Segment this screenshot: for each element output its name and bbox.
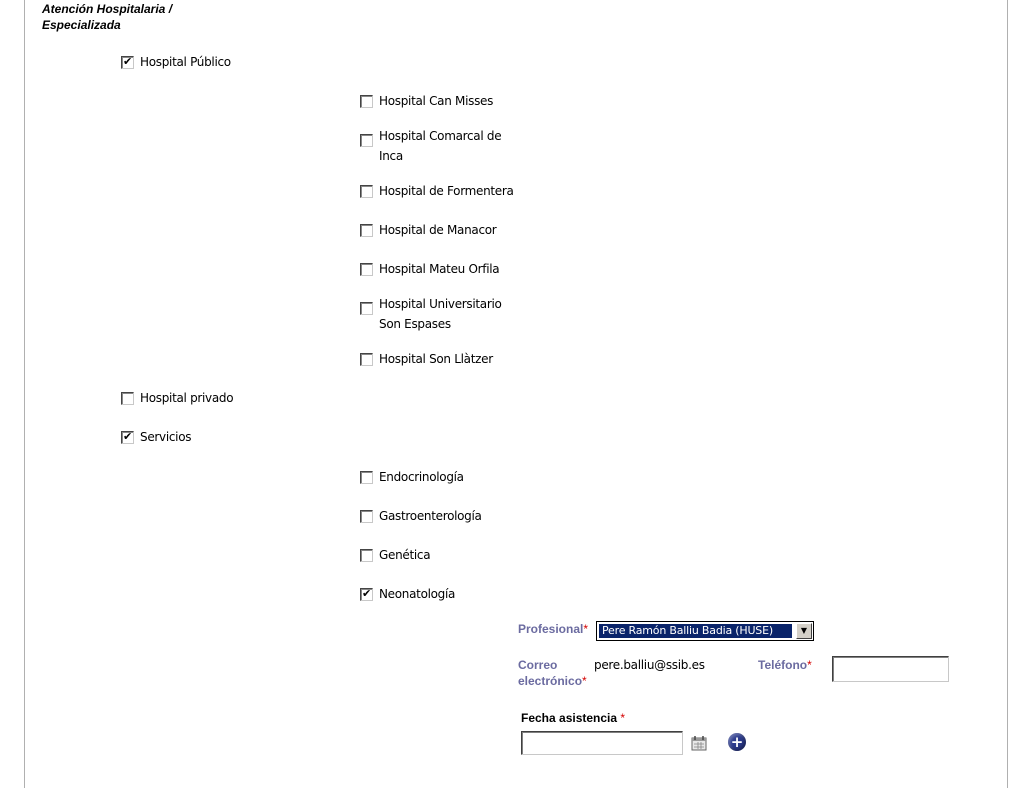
checkbox-hospital-comarcal-inca[interactable] [360,126,509,166]
profesional-label-text: Profesional [518,622,584,636]
checkbox-label: Genética [379,548,431,562]
checkbox-hospital-son-llatzer[interactable] [360,349,493,369]
checkbox-endocrinologia[interactable] [360,467,464,487]
checkbox-box[interactable] [360,95,373,108]
checkbox-neonatologia[interactable] [360,584,455,604]
checkbox-box[interactable] [360,471,373,484]
correo-label-line1: Correo [518,658,558,672]
checkbox-hospital-son-espases[interactable] [360,294,509,334]
required-mark: * [582,674,587,688]
email-value: pere.balliu@ssib.es [594,658,705,672]
checkbox-hospital-can-misses[interactable] [360,91,493,111]
checkbox-label: Hospital de Formentera [379,184,514,198]
checkbox-label: Hospital Comarcal de Inca [379,129,502,163]
checkbox-box[interactable] [360,353,373,366]
checkbox-label: Hospital Público [140,55,231,69]
checkbox-hospital-privado[interactable] [121,388,233,408]
profesional-select-value: Pere Ramón Balliu Badia (HUSE) [599,624,792,638]
checkbox-label: Hospital Can Misses [379,94,494,108]
checkbox-label: Hospital Son Llàtzer [379,352,493,366]
required-mark: * [807,658,812,672]
checkbox-hospital-formentera[interactable] [360,181,514,201]
profesional-label [518,621,588,637]
checkbox-box[interactable] [360,510,373,523]
checkbox-genetica[interactable] [360,545,430,565]
telefono-label [758,657,812,673]
fecha-label [521,711,625,725]
chevron-down-icon[interactable]: ▼ [796,623,812,639]
checkbox-box[interactable] [121,56,134,69]
checkbox-box[interactable] [121,392,134,405]
correo-label-line2: electrónico [518,674,583,688]
required-mark: * [620,711,626,725]
checkbox-box[interactable] [360,549,373,562]
checkbox-hospital-mateu-orfila[interactable] [360,259,499,279]
fecha-label-text: Fecha asistencia [521,711,618,725]
telefono-label-text: Teléfono [758,658,808,672]
checkbox-label: Hospital Mateu Orfila [379,262,500,276]
checkbox-label: Hospital Universitario Son Espases [379,297,502,331]
checkbox-label: Endocrinología [379,470,464,484]
checkbox-hospital-publico[interactable] [121,52,231,72]
checkbox-box[interactable] [360,302,373,315]
fecha-input[interactable] [521,731,683,755]
checkbox-box[interactable] [121,431,134,444]
checkbox-box[interactable] [360,588,373,601]
profesional-select[interactable] [596,621,814,641]
section-title: Atención Hospitalaria / Especializada [42,2,173,32]
checkbox-box[interactable] [360,224,373,237]
checkbox-gastroenterologia[interactable] [360,506,482,526]
checkbox-box[interactable] [360,185,373,198]
correo-label [518,657,587,689]
telefono-input[interactable] [832,656,949,682]
checkbox-label: Neonatología [379,587,456,601]
checkbox-box[interactable] [360,134,373,147]
checkbox-box[interactable] [360,263,373,276]
calendar-icon[interactable] [690,734,708,752]
checkbox-label: Servicios [140,430,192,444]
checkbox-label: Hospital privado [140,391,234,405]
checkbox-servicios[interactable] [121,427,191,447]
checkbox-label: Gastroenterología [379,509,482,523]
required-mark: * [583,622,589,636]
add-icon[interactable]: + [728,733,746,751]
checkbox-label: Hospital de Manacor [379,223,497,237]
checkbox-hospital-manacor[interactable] [360,220,496,240]
